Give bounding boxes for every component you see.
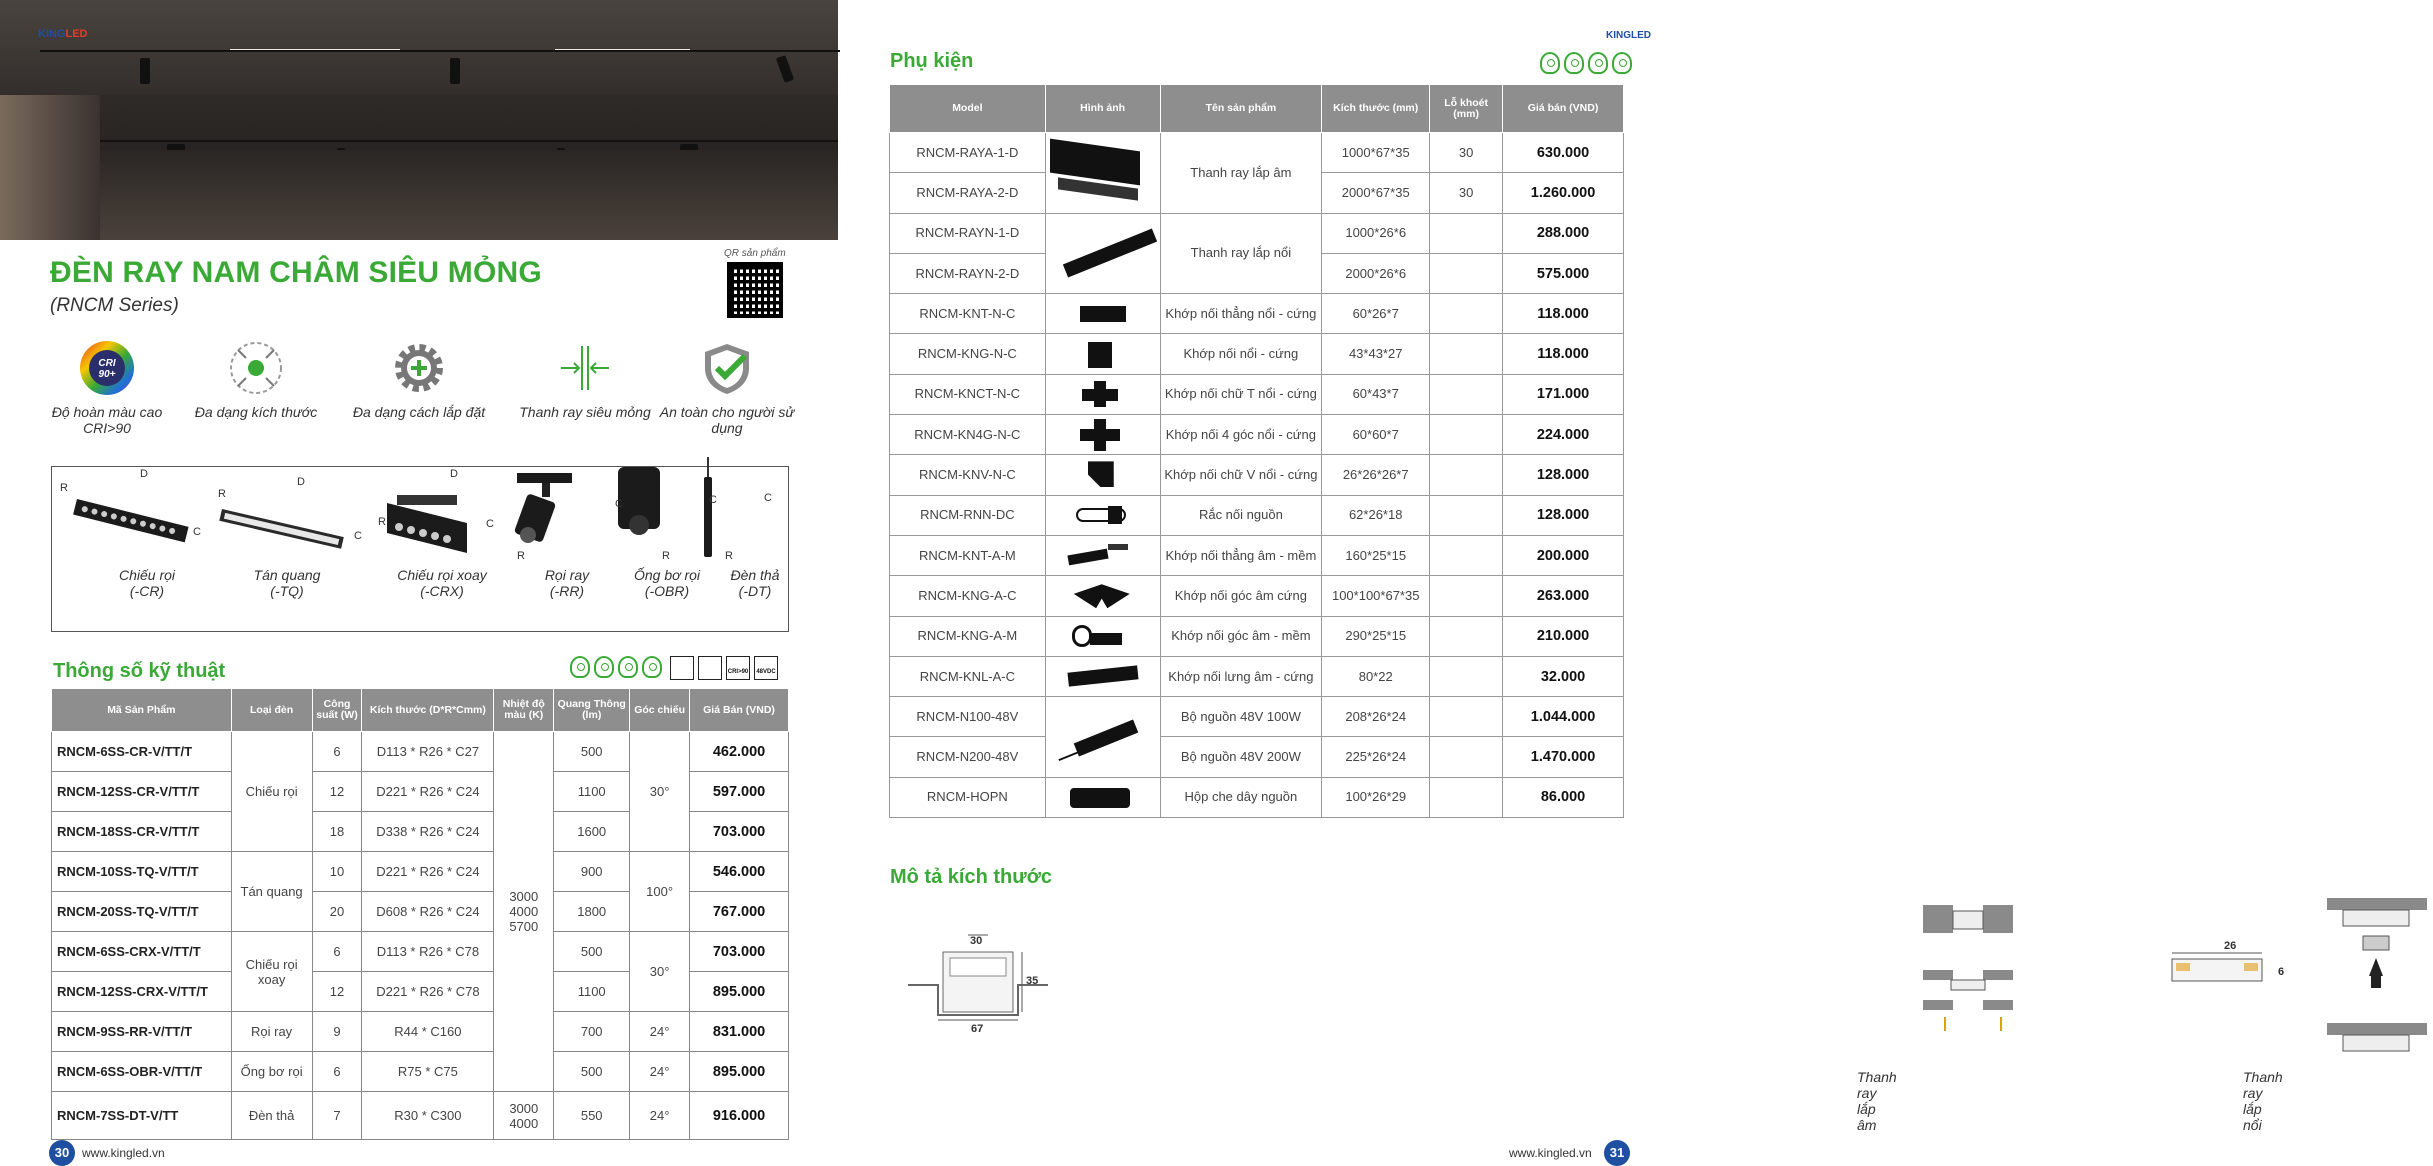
page-number-right: 31 [1604, 1140, 1630, 1166]
table-row: RNCM-KNV-N-C Khớp nối chữ V nổi - cứng 26*26*26*7 128.000 [890, 455, 1624, 495]
indoor-icon [670, 656, 694, 680]
website-right[interactable]: www.kingled.vn [1509, 1146, 1592, 1160]
bulb-icon [1564, 52, 1584, 74]
shield-check-icon [699, 340, 755, 396]
lamp-types-drawings [52, 467, 787, 567]
ip44-icon [698, 656, 722, 680]
qr-code[interactable] [727, 262, 783, 318]
bulb-icon [618, 656, 638, 678]
power-clip-image [1045, 495, 1160, 535]
table-row: RNCM-HOPN Hộp che dây nguồn 100*26*29 86.000 [890, 777, 1624, 817]
page-number-left: 30 [49, 1140, 75, 1166]
table-row: RNCM-RAYN-2-D 2000*26*6 575.000 [890, 253, 1624, 293]
connector-corner-recessed-image [1045, 576, 1160, 616]
cable-box-image [1045, 777, 1160, 817]
table-row: RNCM-6SS-CR-V/TT/T Chiếu rọi 6 D113 * R26 * C27 3000 4000 5700 500 30° 462.000 [52, 732, 789, 772]
rail-surface-install-drawing [2323, 898, 2433, 1058]
slim-rail-icon [557, 340, 613, 396]
website-left[interactable]: www.kingled.vn [82, 1146, 165, 1160]
rail-recessed-install-drawing [1923, 905, 2033, 1045]
type-crx: Chiếu rọi xoay (-CRX) [397, 567, 487, 599]
kingled-logo: KINGLED [1606, 30, 1651, 41]
page-title: ĐÈN RAY NAM CHÂM SIÊU MỎNG [50, 256, 542, 289]
table-row: RNCM-RAYA-1-D Thanh ray lắp âm 1000*67*35 30 630.000 [890, 133, 1624, 173]
table-row: RNCM-12SS-CR-V/TT/T 12 D221 * R26 * C24 1100 597.000 [52, 772, 789, 812]
rail-surface-drawing [2168, 935, 2298, 995]
spec-table [51, 688, 789, 1140]
col-angle: Góc chiếu [630, 689, 690, 732]
table-row: RNCM-KNG-A-M Khớp nối góc âm - mềm 290*25*15 210.000 [890, 616, 1624, 656]
back-plate-image [1045, 656, 1160, 696]
right-page [838, 0, 2285, 1166]
table-row: RNCM-N100-48V Bộ nguồn 48V 100W 208*26*24 1.044.000 [890, 697, 1624, 737]
type-tq: Tán quang (-TQ) [253, 567, 321, 599]
feature-size [181, 340, 331, 420]
feature-slim-label: Thanh ray siêu mỏng [519, 404, 651, 420]
type-rr: Rọi ray (-RR) [544, 567, 590, 599]
table-row: RNCM-KNCT-N-C Khớp nối chữ T nổi - cứng 60*43*7 171.000 [890, 374, 1624, 414]
connector-corner-image [1045, 334, 1160, 374]
table-row: RNCM-RAYA-2-D 2000*67*35 30 1.260.000 [890, 173, 1624, 213]
caption-recessed: Thanh ray lắp âm [1857, 1069, 1897, 1133]
table-row: RNCM-KNG-N-C Khớp nối nổi - cứng 43*43*27 118.000 [890, 334, 1624, 374]
feature-cri [32, 340, 182, 436]
rail-recessed-image [1045, 133, 1160, 214]
dimensions-title: Mô tả kích thước [890, 866, 1053, 888]
gear-plus-icon [391, 340, 447, 396]
table-row: RNCM-KNG-A-C Khớp nối góc âm cứng 100*100*67*35 263.000 [890, 576, 1624, 616]
svg-text:90+: 90+ [98, 369, 116, 380]
type-dt: Đèn thả (-DT) [730, 567, 780, 599]
col-lumen: Quang Thông (lm) [554, 689, 630, 732]
type-cr: Chiếu rọi (-CR) [118, 567, 176, 599]
table-row: RNCM-18SS-CR-V/TT/T 18 D338 * R26 * C24 1600 703.000 [52, 812, 789, 852]
connector-t-image [1045, 374, 1160, 414]
spec-header-row [52, 689, 789, 732]
caption-surface: Thanh ray lắp nổi [2243, 1069, 2283, 1133]
acc-header-row: Model Hình ảnh Tên sản phẩm Kích thước (mm) Lỗ khoét (mm) Giá bán (VND) [890, 85, 1624, 133]
connector-cross-image [1045, 415, 1160, 455]
bulb-icon [570, 656, 590, 678]
table-row: RNCM-RAYN-1-D Thanh ray lắp nổi 1000*26*6 288.000 [890, 213, 1624, 253]
bulb-icon [1612, 52, 1632, 74]
cri-badge: CRI>90 [726, 656, 750, 680]
svg-text:CRI: CRI [98, 358, 116, 369]
rail-surface-image [1045, 213, 1160, 294]
bulb-icon [1588, 52, 1608, 74]
table-row: RNCM-N200-48V Bộ nguồn 48V 200W 225*26*24 1.470.000 [890, 737, 1624, 777]
feature-install-label: Đa dạng cách lắp đặt [352, 404, 486, 420]
table-row: RNCM-6SS-OBR-V/TT/T Ống bơ rọi 6 R75 * C75 500 24° 895.000 [52, 1052, 789, 1092]
hero-photo [0, 0, 838, 240]
bulb-icon [1540, 52, 1560, 74]
table-row: RNCM-9SS-RR-V/TT/T Rọi ray 9 R44 * C160 700 24° 831.000 [52, 1012, 789, 1052]
col-cct: Nhiệt độ màu (K) [494, 689, 554, 732]
feature-size-label: Đa dạng kích thước [194, 404, 318, 420]
bulb-icon [594, 656, 614, 678]
table-row: RNCM-KNL-A-C Khớp nối lưng âm - cứng 80*22 32.000 [890, 656, 1624, 696]
table-row: RNCM-KNT-N-C Khớp nối thẳng nổi - cứng 60*26*7 118.000 [890, 294, 1624, 334]
accessories-title: Phụ kiện [890, 50, 974, 72]
col-price: Giá Bán (VND) [690, 689, 789, 732]
feature-safety-label: An toàn cho người sử dụng [659, 404, 795, 436]
series-subtitle: (RNCM Series) [50, 295, 179, 316]
voltage-badge: 48VDC [754, 656, 778, 680]
lamp-types-panel [51, 466, 789, 632]
table-row: RNCM-KN4G-N-C Khớp nối 4 góc nổi - cứng 60*60*7 224.000 [890, 415, 1624, 455]
accessory-bulbs [1540, 52, 1632, 74]
connector-flex-image [1045, 535, 1160, 575]
feature-cri-label: Độ hoàn màu cao CRI>90 [51, 404, 163, 436]
type-obr: Ống bơ rọi (-OBR) [633, 567, 701, 599]
size-variety-icon [228, 340, 284, 396]
connector-corner-flex-image [1045, 616, 1160, 656]
connector-v-image [1045, 455, 1160, 495]
rail-recessed-drawing [908, 900, 1138, 1040]
spec-badges [570, 656, 778, 680]
cri-wheel-icon [79, 340, 135, 396]
col-code: Mã Sản Phẩm [52, 689, 232, 732]
col-type: Loại đèn [231, 689, 312, 732]
accessories-table [889, 84, 1624, 818]
col-power: Công suất (W) [312, 689, 362, 732]
left-page [0, 0, 838, 1166]
feature-safety [652, 340, 802, 436]
kingled-logo: KINGLED [38, 28, 88, 40]
svg-text:303567: 3035 67 [970, 935, 1039, 1035]
spec-title: Thông số kỹ thuật [53, 660, 226, 682]
bulb-icon [642, 656, 662, 678]
table-row: RNCM-RNN-DC Rắc nối nguồn 62*26*18 128.000 [890, 495, 1624, 535]
table-row: RNCM-10SS-TQ-V/TT/T Tán quang 10 D221 * R26 * C24 900 100° 546.000 [52, 852, 789, 892]
feature-slim [510, 340, 660, 420]
col-size: Kích thước (D*R*Cmm) [362, 689, 494, 732]
svg-text:RDCRDCRDCRCRCRC: RDCRDCRDCRCRCRC [60, 468, 772, 562]
table-row: RNCM-7SS-DT-V/TT Đèn thả 7 R30 * C300 3000 4000 550 24° 916.000 [52, 1092, 789, 1140]
table-row: RNCM-20SS-TQ-V/TT/T 20 D608 * R26 * C24 1800 767.000 [52, 892, 789, 932]
qr-label: QR sản phẩm [724, 248, 786, 259]
connector-straight-image [1045, 294, 1160, 334]
feature-install [344, 340, 494, 420]
table-row: RNCM-6SS-CRX-V/TT/T Chiếu rọi xoay 6 D113 * R26 * C78 500 30° 703.000 [52, 932, 789, 972]
power-supply-image [1045, 697, 1160, 778]
svg-text:266: 266 [2224, 940, 2285, 978]
table-row: RNCM-12SS-CRX-V/TT/T 12 D221 * R26 * C78 1100 895.000 [52, 972, 789, 1012]
table-row: RNCM-KNT-A-M Khớp nối thẳng âm - mềm 160*25*15 200.000 [890, 535, 1624, 575]
